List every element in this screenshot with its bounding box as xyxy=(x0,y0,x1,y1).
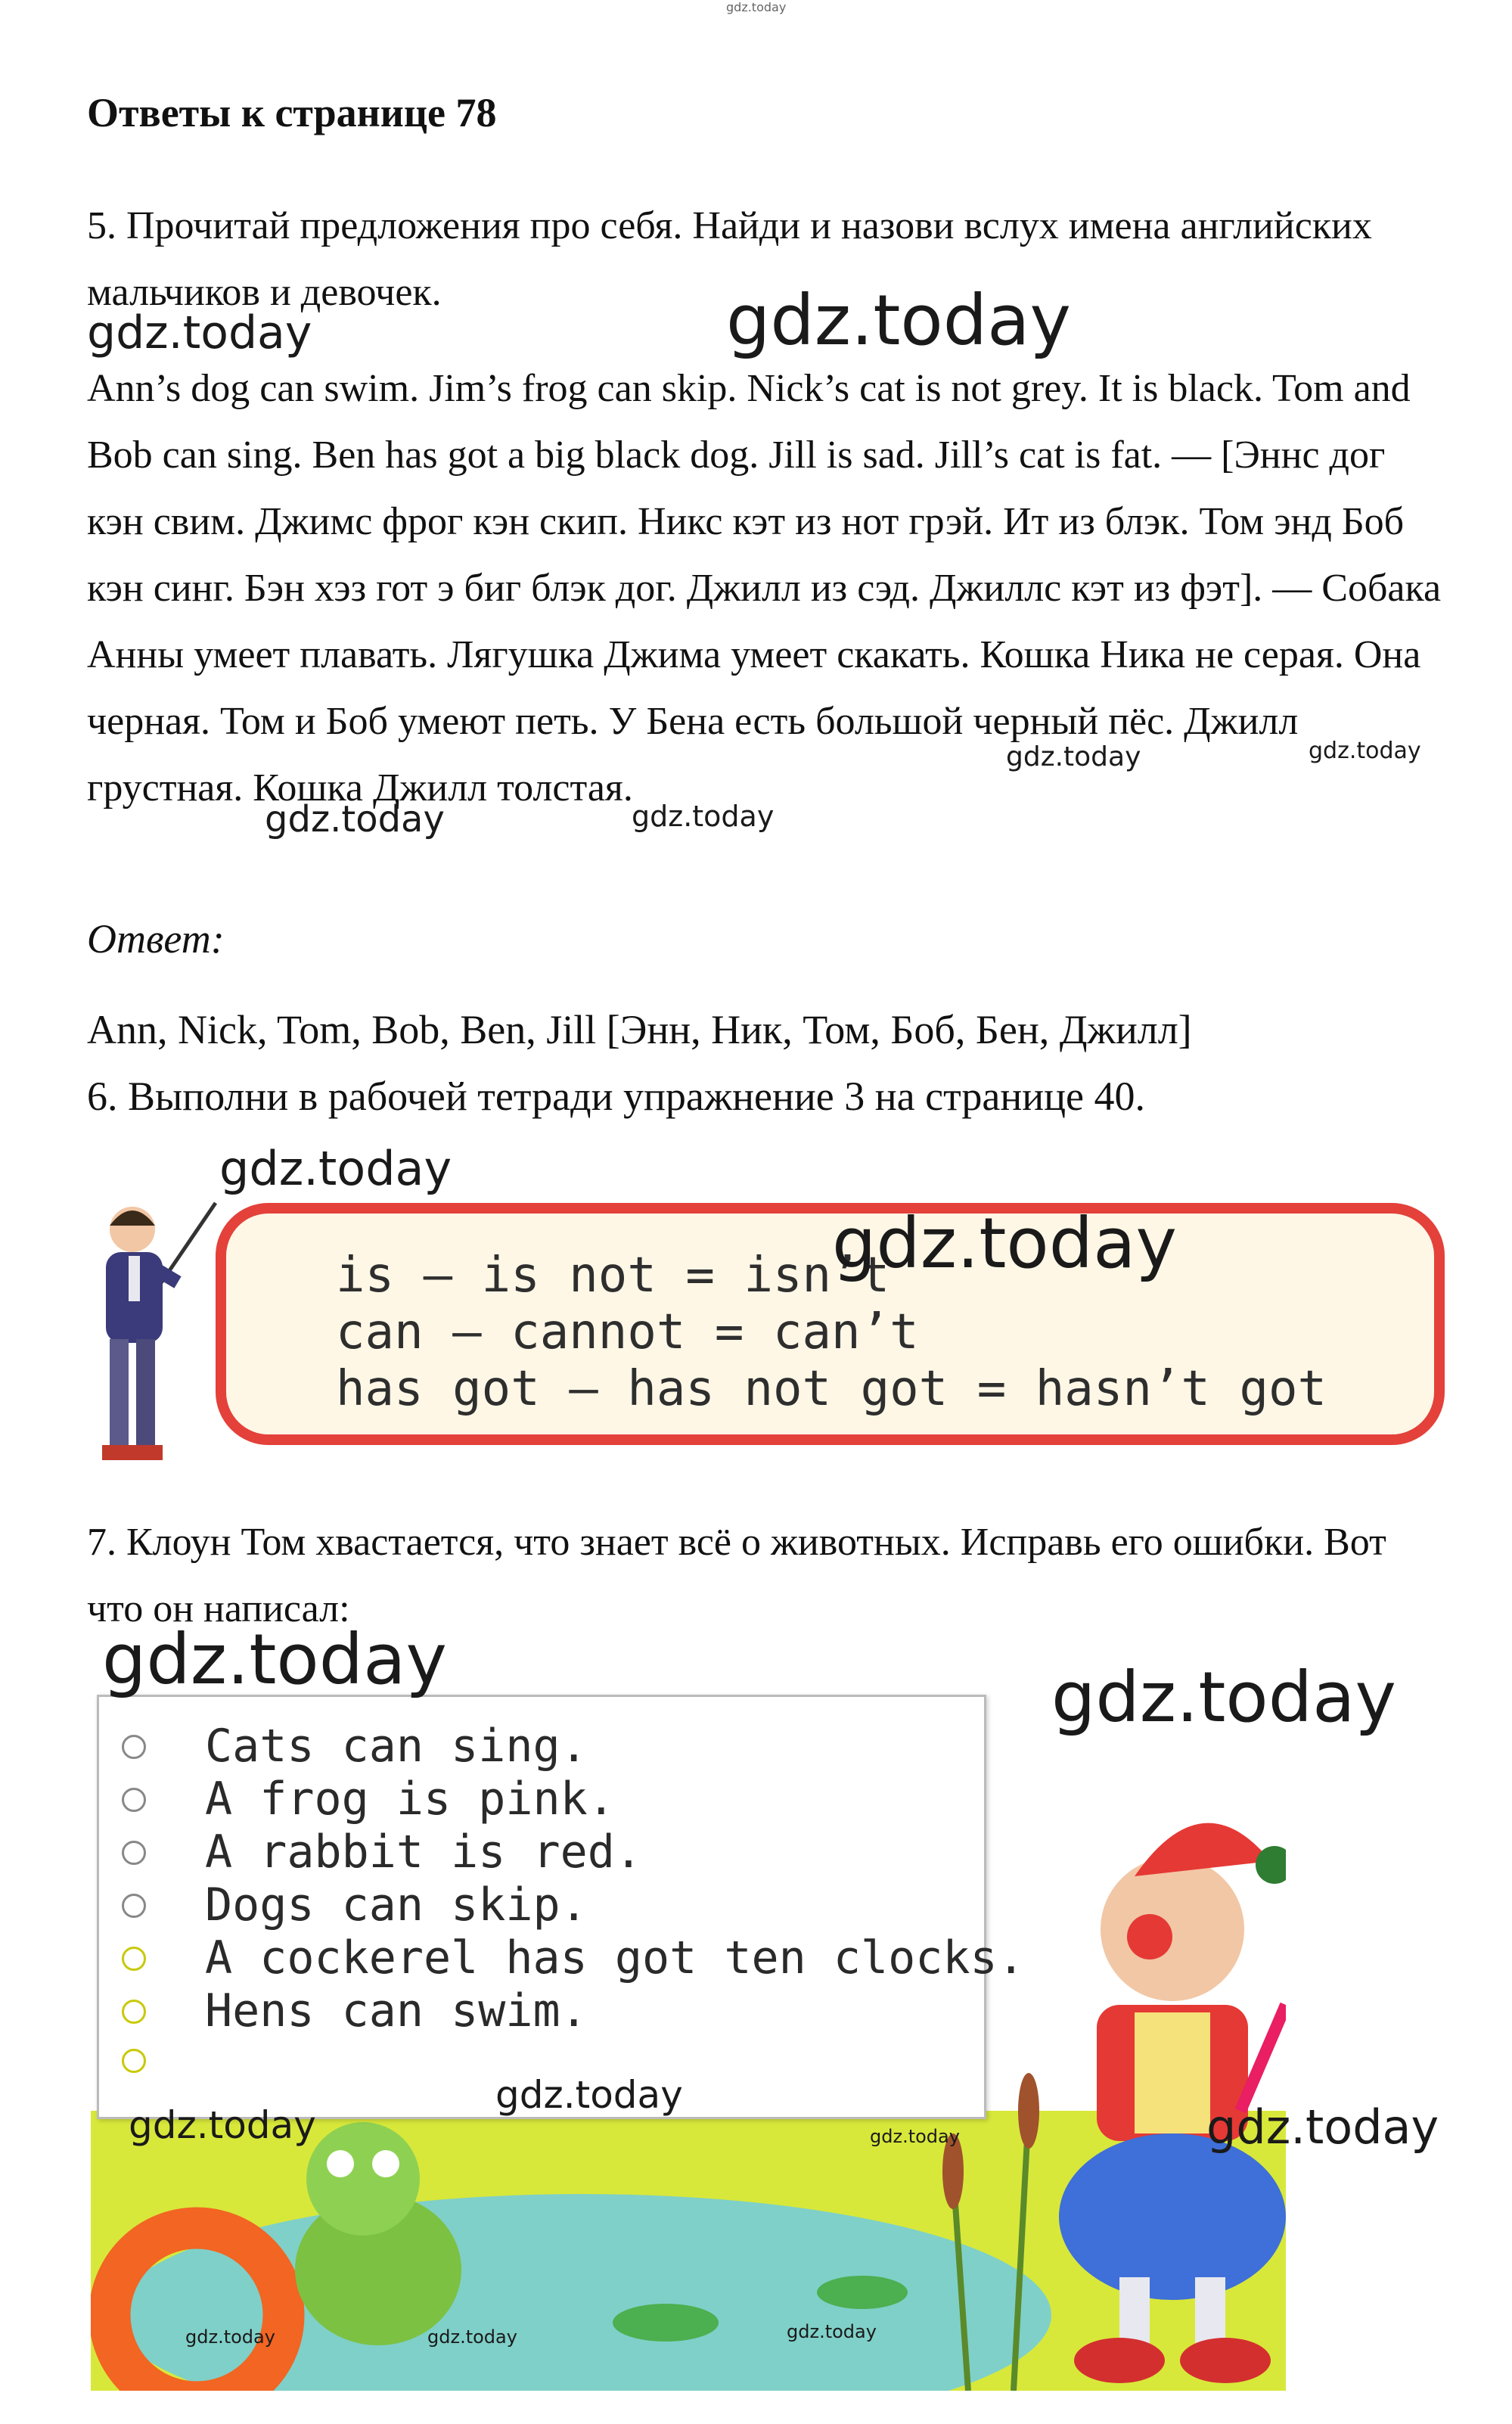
watermark: gdz.today xyxy=(265,798,445,841)
exercise7-illustration xyxy=(91,1687,1286,2391)
sheet-line: A frog is pink. xyxy=(205,1773,615,1826)
watermark: gdz.today xyxy=(185,2326,275,2348)
sheet-line: A rabbit is red. xyxy=(205,1826,642,1879)
watermark: gdz.today xyxy=(427,2326,517,2348)
watermark: gdz.today xyxy=(129,2103,316,2147)
rule-line: is – is not = isn’t xyxy=(336,1248,890,1304)
watermark: gdz.today xyxy=(787,2321,877,2342)
sheet-line: A cockerel has got ten clocks. xyxy=(205,1931,1025,1984)
list-bullet xyxy=(122,2000,146,2024)
watermark: gdz.today xyxy=(1051,1657,1396,1738)
list-bullet xyxy=(122,1788,146,1812)
watermark: gdz.today xyxy=(726,280,1071,361)
watermark: gdz.today xyxy=(632,800,775,833)
rule-line: has got – has not got = hasn’t got xyxy=(336,1361,1327,1417)
watermark: gdz.today xyxy=(870,2126,960,2147)
grammar-rule-box xyxy=(216,1203,1445,1445)
exercise5-heading: 5. Прочитай предложения про себя. Найди и назови вслух имена английских мальчиков и девочек. xyxy=(87,204,1372,314)
exercise5-text: Ann’s dog can swim. Jim’s frog can skip. Nick’s cat is not grey. It is black. Tom and Bob can sing. Ben has got a big black dog. Jill is sad. Jill’s cat is fat. — [Эннс дог кэн свим. Джимс фрог кэн скип. Никс кэт из нот грэй. Ит из блэк. Том энд Боб кэн синг. Бэн хэз гот э биг блэк дог. Джилл из сэд. Джиллс кэт из фэт]. — Собака Анны умеет плавать. Лягушка Джима умеет скакать. Кошка Ника не серая. Она черная. Том и Боб умеют петь. У Бена есть большой черный пёс. Джилл грустная. Кошка Джилл толстая. xyxy=(87,367,1442,810)
watermark: gdz.today xyxy=(832,1203,1177,1284)
list-bullet xyxy=(122,1894,146,1918)
watermark: gdz.today xyxy=(1206,2099,1439,2155)
sheet-line: Cats can sing. xyxy=(205,1720,588,1773)
watermark: gdz.today xyxy=(87,306,312,359)
list-bullet xyxy=(122,1735,146,1759)
answer-text: Ann, Nick, Tom, Bob, Ben, Jill [Энн, Ник, Том, Боб, Бен, Джилл] xyxy=(87,1007,1192,1052)
watermark: gdz.today xyxy=(102,1619,447,1700)
watermark: gdz.today xyxy=(219,1141,452,1196)
teacher-illustration xyxy=(87,1195,223,1468)
site-mark: gdz.today xyxy=(726,0,787,14)
watermark: gdz.today xyxy=(1006,741,1141,772)
list-bullet xyxy=(122,1947,146,1971)
list-bullet xyxy=(122,2049,146,2073)
rule-line: can – cannot = can’t xyxy=(336,1304,919,1360)
exercise7-heading: 7. Клоун Том хвастается, что знает всё о животных. Исправь его ошибки. Вот что он написал: xyxy=(87,1521,1386,1630)
page-title: Ответы к странице 78 xyxy=(87,90,497,135)
sheet-line: Dogs can skip. xyxy=(205,1879,588,1931)
clown-note-sheet xyxy=(97,1695,1025,2119)
answer-label: Ответ: xyxy=(87,916,225,962)
exercise6-heading: 6. Выполни в рабочей тетради упражнение 3 на странице 40. xyxy=(87,1074,1145,1119)
list-bullet xyxy=(122,1841,146,1865)
watermark: gdz.today xyxy=(495,2073,683,2117)
watermark: gdz.today xyxy=(1309,738,1421,764)
sheet-line: Hens can swim. xyxy=(205,1984,588,2037)
